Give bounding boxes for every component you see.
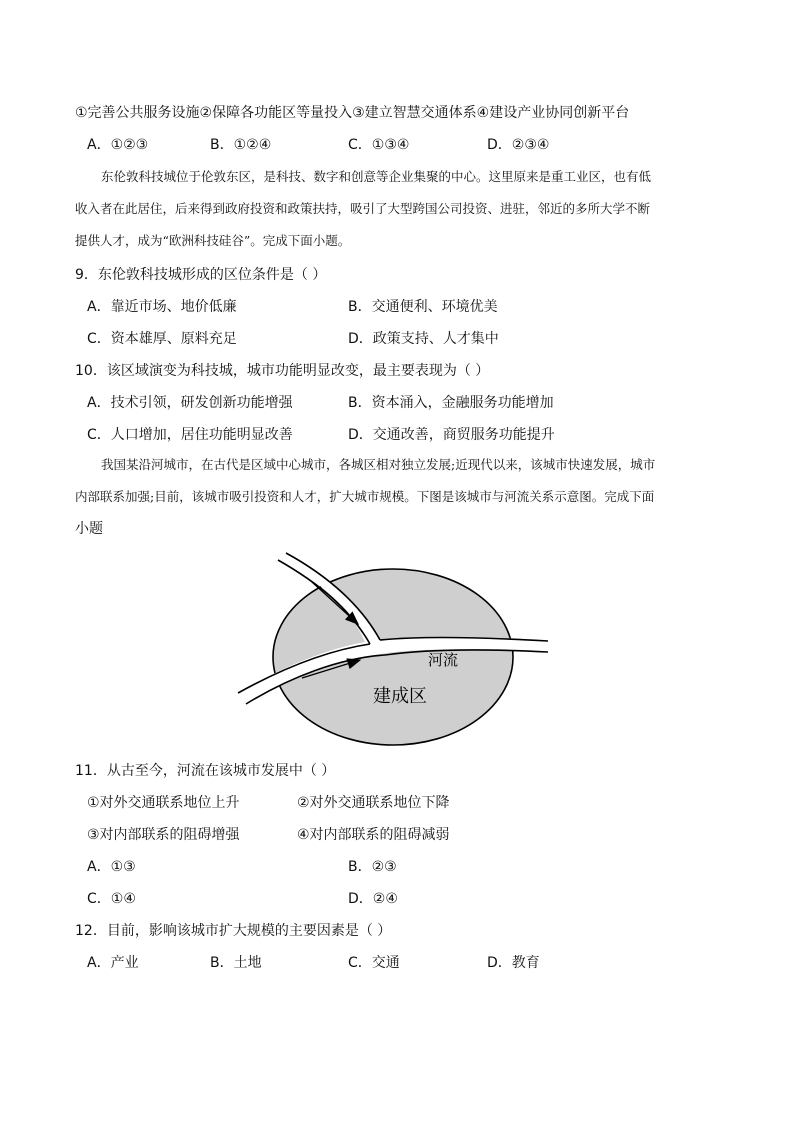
river-label: 河流 [428,651,459,669]
q10-stem: 10．该区域演变为科技城，城市功能明显改变，最主要表现为（ ） [75,363,490,379]
q11-statement-4: ④对内部联系的阻碍减弱 [297,827,450,843]
q11-option-d[interactable]: D．②④ [348,891,398,907]
passage2-line2: 内部联系加强;目前，该城市吸引投资和人才，扩大城市规模。下图是该城市与河流关系示意图。完成下面 [75,489,655,504]
q10-option-a[interactable]: A．技术引领，研发创新功能增强 [87,395,293,411]
passage2-line1: 我国某沿河城市，在古代是区域中心城市，各城区相对独立发展;近现代以来，该城市快速发展，城市 [101,457,656,472]
q8-option-a[interactable]: A．①②③ [87,137,149,153]
built-up-area-label: 建成区 [373,686,427,707]
q8-option-b[interactable]: B．①②④ [210,137,272,153]
q9-option-b[interactable]: B．交通便利、环境优美 [348,299,498,315]
q9-option-d[interactable]: D．政策支持、人才集中 [348,331,499,347]
q11-option-c[interactable]: C．①④ [87,891,136,907]
q11-statement-1: ①对外交通联系地位上升 [87,795,240,811]
q8-option-c[interactable]: C．①③④ [348,137,410,153]
q11-option-b[interactable]: B．②③ [348,859,397,875]
q12-option-b[interactable]: B．土地 [210,955,262,971]
q9-option-c[interactable]: C．资本雄厚、原料充足 [87,331,237,347]
q12-stem: 12．目前，影响该城市扩大规模的主要因素是（ ） [75,923,392,939]
city-river-svg [230,552,560,747]
q9-option-a[interactable]: A．靠近市场、地价低廉 [87,299,237,315]
q11-statement-3: ③对内部联系的阻碍增强 [87,827,240,843]
q11-stem: 11．从古至今，河流在该城市发展中（ ） [75,763,336,779]
q9-stem: 9．东伦敦科技城形成的区位条件是（ ） [75,267,327,283]
q10-option-c[interactable]: C．人口增加，居住功能明显改善 [87,427,293,443]
q10-option-d[interactable]: D．交通改善，商贸服务功能提升 [348,427,555,443]
q8-option-d[interactable]: D．②③④ [487,137,550,153]
q12-option-d[interactable]: D．教育 [487,955,540,971]
passage1-line2: 收入者在此居住，后来得到政府投资和政策扶持，吸引了大型跨国公司投资、进驻，邻近的多所大学不断 [75,201,651,216]
q10-option-b[interactable]: B．资本涌入，金融服务功能增加 [348,395,554,411]
q11-statement-2: ②对外交通联系地位下降 [297,795,450,811]
q12-option-c[interactable]: C．交通 [348,955,400,971]
passage1-line1: 东伦敦科技城位于伦敦东区，是科技、数字和创意等企业集聚的中心。这里原来是重工业区，也有低 [101,169,652,184]
passage2-line3: 小题 [75,521,103,537]
q12-option-a[interactable]: A．产业 [87,955,139,971]
q8-statements: ①完善公共服务设施②保障各功能区等量投入③建立智慧交通体系④建设产业协同创新平台 [75,105,630,121]
city-river-diagram [230,552,560,747]
built-up-area [273,569,513,745]
q11-option-a[interactable]: A．①③ [87,859,136,875]
passage1-line3: 提供人才，成为“欧洲科技硅谷”。完成下面小题。 [75,233,351,248]
